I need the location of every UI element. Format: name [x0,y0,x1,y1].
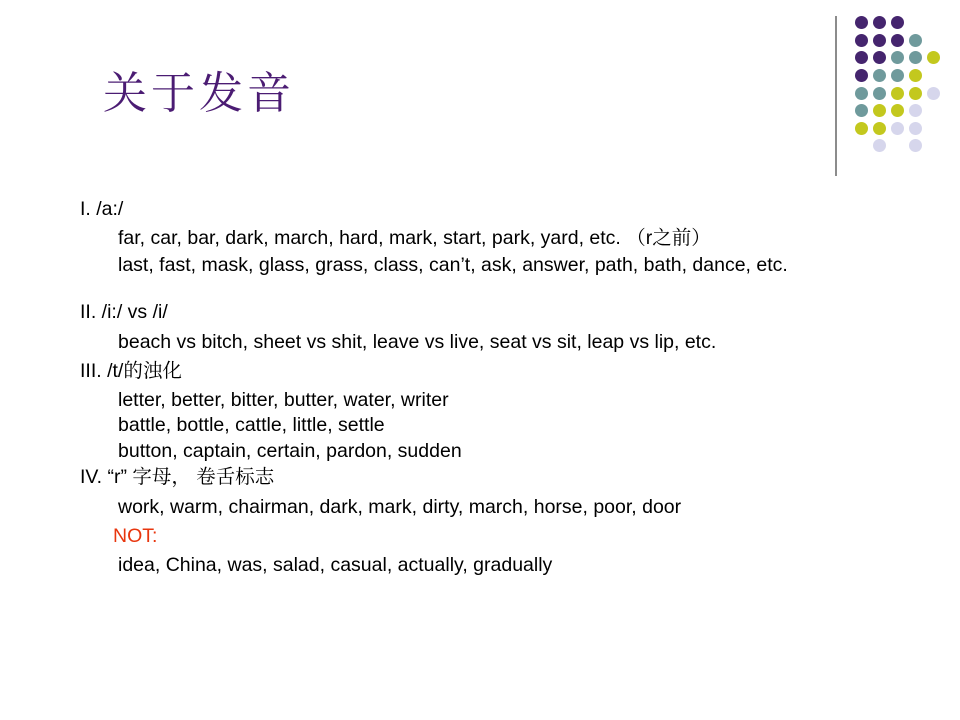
slide-title: 关于发音 [103,68,295,119]
section-1-line-2: last, fast, mask, glass, grass, class, can’t, ask, answer, path, bath, dance, etc. [118,254,788,276]
decor-dot [909,87,922,100]
section-3-line-1: letter, better, bitter, butter, water, writer [118,389,449,411]
decor-dot [909,69,922,82]
divider-line [835,16,837,176]
decor-dot [855,122,868,135]
not-examples-line: idea, China, was, salad, casual, actually, gradually [118,554,553,576]
section-1-line-1: far, car, bar, dark, march, hard, mark, start, park, yard, etc. （r之前） [118,227,711,249]
section-3-line-2: battle, bottle, cattle, little, settle [118,414,385,436]
section-2-line-1: beach vs bitch, sheet vs shit, leave vs live, seat vs sit, leap vs lip, etc. [118,331,717,353]
decor-dot [909,34,922,47]
section-heading-4: IV. “r” 字母， 卷舌标志 [80,466,275,488]
decor-dot [873,104,886,117]
decor-dot [855,87,868,100]
decor-dot [909,122,922,135]
decor-dot [855,34,868,47]
decor-dot [855,69,868,82]
decor-dot [873,139,886,152]
not-label: NOT: [113,525,158,547]
decor-dot [891,51,904,64]
decor-dot [909,104,922,117]
decor-dot [891,104,904,117]
decor-dot [873,16,886,29]
section-heading-1: I. /a:/ [80,198,124,220]
decor-dot [891,122,904,135]
section-4-line-1: work, warm, chairman, dark, mark, dirty, march, horse, poor, door [118,496,682,518]
decor-dot [891,87,904,100]
decor-dot [855,104,868,117]
decor-dot [873,34,886,47]
section-3-line-3: button, captain, certain, pardon, sudden [118,440,462,462]
section-heading-2: II. /i:/ vs /i/ [80,301,168,323]
decor-dot [909,139,922,152]
decor-dot [891,69,904,82]
decor-dot [909,51,922,64]
decor-dot [873,69,886,82]
section-heading-3: III. /t/的浊化 [80,360,182,382]
slide-body [80,197,880,576]
decor-dot [873,122,886,135]
decor-dot [927,87,940,100]
decor-dot [873,51,886,64]
decor-dot [891,34,904,47]
decor-dot [855,16,868,29]
decor-dot [927,51,940,64]
decor-dot [891,16,904,29]
decor-dot [855,51,868,64]
decor-dot [873,87,886,100]
